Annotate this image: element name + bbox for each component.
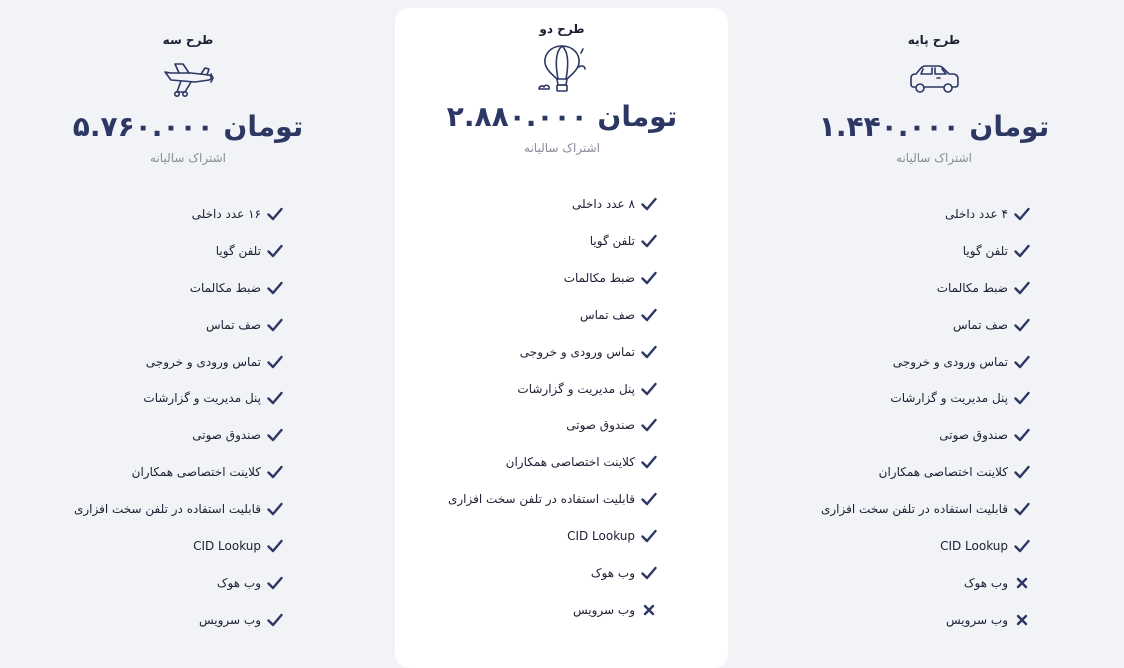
feature-item (517, 380, 658, 398)
feature-item (564, 269, 658, 287)
feature-item (946, 611, 1031, 629)
check-icon (1013, 242, 1031, 260)
check-icon (266, 611, 284, 629)
feature-label: ضبط مکالمات (189, 281, 261, 295)
check-icon (1013, 500, 1031, 518)
cross-icon (640, 601, 658, 619)
feature-item (567, 527, 658, 545)
feature-item (199, 611, 284, 629)
check-icon (266, 353, 284, 371)
feature-item (206, 316, 284, 334)
check-icon (640, 195, 658, 213)
feature-label: وب سرویس (572, 603, 635, 617)
feature-label: صندوق صوتی (192, 428, 261, 442)
feature-item (937, 279, 1031, 297)
feature-label: تلفن گویا (589, 234, 635, 248)
check-icon (266, 574, 284, 592)
check-icon (640, 380, 658, 398)
feature-item (939, 426, 1031, 444)
feature-label: ۴ عدد داخلی (945, 207, 1008, 221)
feature-label: قابلیت استفاده در تلفن سخت افزاری (447, 492, 635, 506)
check-icon (1013, 279, 1031, 297)
check-icon (266, 463, 284, 481)
feature-label: ضبط مکالمات (936, 281, 1008, 295)
feature-label: تلفن گویا (962, 244, 1008, 258)
feature-label: تلفن گویا (215, 244, 261, 258)
check-icon (640, 343, 658, 361)
feature-item (964, 574, 1031, 592)
feature-label: صف تماس (952, 318, 1008, 332)
feature-label: CID Lookup (193, 539, 261, 553)
feature-label: ۸ عدد داخلی (572, 197, 635, 211)
feature-item (74, 500, 284, 518)
feature-item (953, 316, 1031, 334)
feature-item (192, 205, 284, 223)
feature-item (591, 564, 658, 582)
check-icon (640, 306, 658, 324)
feature-label: وب هوک (590, 566, 635, 580)
feature-item (192, 426, 284, 444)
feature-label: CID Lookup (567, 529, 635, 543)
check-icon (1013, 389, 1031, 407)
feature-item (132, 463, 284, 481)
check-icon (266, 205, 284, 223)
cross-icon (1013, 611, 1031, 629)
feature-label: کلاینت اختصاصی همکاران (131, 465, 261, 479)
feature-item (573, 601, 658, 619)
check-icon (1013, 426, 1031, 444)
feature-item (520, 343, 658, 361)
check-icon (640, 269, 658, 287)
hot-air-balloon-icon (535, 43, 589, 99)
feature-label: صندوق صوتی (939, 428, 1008, 442)
feature-label: وب سرویس (198, 613, 261, 627)
check-icon (1013, 205, 1031, 223)
feature-label: CID Lookup (940, 539, 1008, 553)
feature-label: تماس ورودی و خروجی (519, 345, 635, 359)
feature-label: صف تماس (579, 308, 635, 322)
feature-label: ضبط مکالمات (563, 271, 635, 285)
plan-name: طرح دو (539, 22, 585, 36)
plan-period: اشتراک سالیانه (150, 151, 226, 165)
check-icon (266, 242, 284, 260)
check-icon (640, 416, 658, 434)
feature-label: وب هوک (216, 576, 261, 590)
feature-item (945, 205, 1031, 223)
feature-label: پنل مدیریت و گزارشات (143, 391, 261, 405)
feature-item (566, 416, 658, 434)
feature-label: قابلیت استفاده در تلفن سخت افزاری (820, 502, 1008, 516)
feature-label: تماس ورودی و خروجی (892, 355, 1008, 369)
check-icon (266, 316, 284, 334)
check-icon (266, 426, 284, 444)
plan-name: طرح پایه (907, 33, 961, 47)
cross-icon (1013, 574, 1031, 592)
feature-label: پنل مدیریت و گزارشات (517, 382, 635, 396)
feature-label: ۱۶ عدد داخلی (191, 207, 261, 221)
check-icon (1013, 463, 1031, 481)
airplane-icon (161, 60, 215, 104)
feature-item (890, 389, 1031, 407)
check-icon (266, 389, 284, 407)
feature-item (190, 279, 284, 297)
check-icon (266, 537, 284, 555)
feature-label: صف تماس (205, 318, 261, 332)
plan-price: ۲.۸۸۰.۰۰۰ تومان (446, 100, 678, 133)
feature-label: کلاینت اختصاصی همکاران (878, 465, 1008, 479)
check-icon (1013, 353, 1031, 371)
check-icon (266, 279, 284, 297)
feature-item (893, 353, 1031, 371)
feature-item (580, 306, 658, 324)
feature-item (879, 463, 1031, 481)
check-icon (640, 453, 658, 471)
check-icon (640, 490, 658, 508)
check-icon (640, 564, 658, 582)
feature-item (146, 353, 284, 371)
plan-price: ۵.۷۶۰.۰۰۰ تومان (72, 110, 304, 143)
feature-item (963, 242, 1031, 260)
check-icon (640, 527, 658, 545)
feature-label: صندوق صوتی (566, 418, 635, 432)
feature-label: قابلیت استفاده در تلفن سخت افزاری (73, 502, 261, 516)
feature-item (216, 242, 284, 260)
check-icon (1013, 316, 1031, 334)
feature-item (506, 453, 658, 471)
feature-label: کلاینت اختصاصی همکاران (505, 455, 635, 469)
feature-label: تماس ورودی و خروجی (145, 355, 261, 369)
feature-item (217, 574, 284, 592)
feature-item (193, 537, 284, 555)
feature-label: پنل مدیریت و گزارشات (890, 391, 1008, 405)
feature-item (590, 232, 658, 250)
feature-item (940, 537, 1031, 555)
plan-price: ۱.۴۴۰.۰۰۰ تومان (818, 110, 1050, 143)
check-icon (1013, 537, 1031, 555)
feature-item (572, 195, 658, 213)
feature-label: وب سرویس (945, 613, 1008, 627)
plan-name: طرح سه (162, 33, 214, 47)
feature-item (448, 490, 658, 508)
car-icon (907, 64, 961, 100)
check-icon (640, 232, 658, 250)
check-icon (266, 500, 284, 518)
plan-period: اشتراک سالیانه (524, 141, 600, 155)
feature-label: وب هوک (963, 576, 1008, 590)
feature-item (821, 500, 1031, 518)
feature-item (143, 389, 284, 407)
plan-period: اشتراک سالیانه (896, 151, 972, 165)
